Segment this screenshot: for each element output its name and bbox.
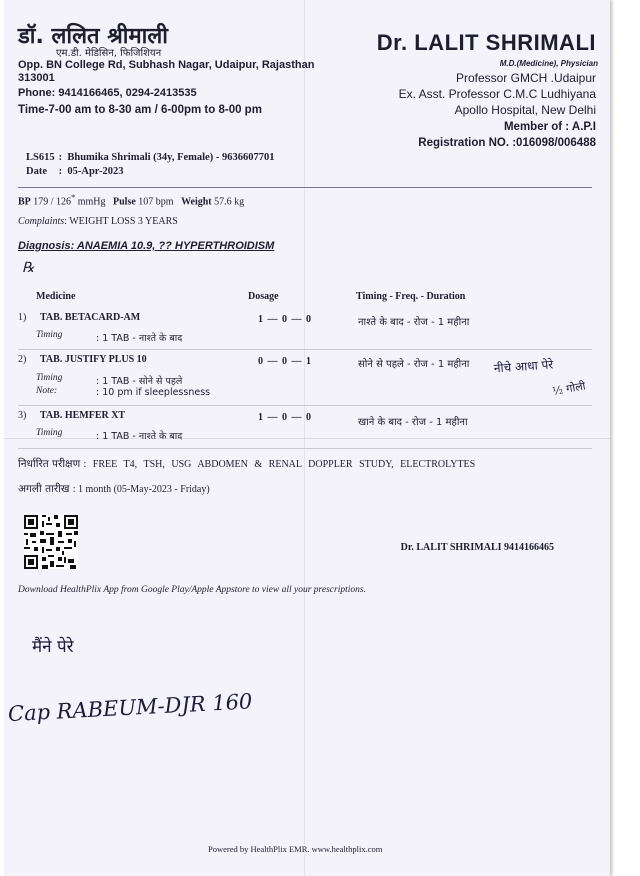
medicine-name: TAB. BETACARD-AM [40, 312, 141, 323]
weight-value: 57.6 kg [214, 196, 245, 208]
complaints-value: : WEIGHT LOSS 3 YEARS [64, 216, 178, 227]
vitals-line [18, 193, 244, 207]
pulse-value: 107 bpm [138, 196, 174, 208]
timing-label: Timing [36, 428, 63, 438]
handwritten-text: Cap RABEUM-DJR 160 [7, 689, 253, 727]
doctor-name: Dr. LALIT SHRIMALI [376, 30, 596, 55]
note-value: : 10 pm if sleeplessness [96, 387, 211, 398]
complaints-line [18, 216, 178, 227]
dosage: 1 — 0 — 0 [258, 412, 312, 423]
doctor-registration: Registration NO. :016098/006488 [418, 137, 596, 149]
diagnosis-value: : ANAEMIA 10.9, ?? HYPERTHROIDISM [70, 240, 275, 252]
header-dosage: Dosage [248, 291, 279, 302]
handwritten-note [4, 684, 294, 728]
prescription-paper [4, 0, 610, 876]
powered-by-footer: Powered by HealthPlix EMR. www.healthplix.com [208, 844, 383, 854]
handwritten-note [28, 626, 138, 666]
bp-unit: mmHg [77, 196, 106, 208]
bp-value: 179 / 126 [33, 196, 72, 208]
row-number: 1) [18, 312, 27, 323]
followup-line [18, 482, 210, 496]
divider [18, 187, 592, 188]
download-app-text: Download HealthPlix App from Google Play/Apple Appstore to view all your prescriptions. [18, 585, 366, 595]
row-number: 2) [18, 354, 27, 365]
followup-label: अगली तारीख [18, 483, 70, 495]
table-row [18, 410, 592, 446]
doctor-membership: Member of : A.P.I [503, 121, 596, 133]
timing-frequency: नाश्ते के बाद - रोज - 1 महीना [358, 317, 470, 328]
doctor-name-hindi: डॉ. ललित श्रीमाली [18, 24, 168, 49]
diagnosis-label: Diagnosis [18, 240, 71, 252]
divider [18, 448, 592, 449]
patient-id: LS615 [26, 152, 55, 163]
dosage: 1 — 0 — 0 [258, 314, 312, 325]
dosage: 0 — 0 — 1 [258, 356, 312, 367]
clinic-timing: Time-7-00 am to 8-30 am / 6-00pm to 8-00 pm [18, 104, 262, 116]
visit-date-line: Date : 05-Apr-2023 [26, 166, 124, 177]
followup-value: : 1 month (05-May-2023 - Friday) [72, 484, 210, 495]
complaints-label: Complaints [18, 216, 65, 227]
header-medicine: Medicine [36, 291, 76, 302]
clinic-address: Opp. BN College Rd, Subhash Nagar, Udaipur, Rajasthan 313001 [18, 59, 315, 84]
timing-frequency: खाने के बाद - रोज - 1 महीना [358, 417, 468, 428]
doctor-signature-line: Dr. LALIT SHRIMALI 9414166465 [400, 542, 554, 553]
handwritten-text: नीचे आधा पेरे [493, 357, 554, 376]
diagnosis-line [18, 240, 274, 252]
medicine-name: TAB. JUSTIFY PLUS 10 [40, 354, 147, 365]
table-row [18, 312, 592, 350]
tests-line [18, 457, 475, 471]
timing-label: Timing [36, 330, 63, 340]
bp-label: BP [18, 196, 31, 208]
qr-code-icon [24, 515, 78, 569]
handwritten-text: मैंने पेरे [32, 637, 74, 657]
header-timing: Timing - Freq. - Duration [356, 291, 466, 302]
clinic-phone: Phone: 9414166465, 0294-2413535 [18, 87, 197, 99]
timing-frequency: सोने से पहले - रोज - 1 महीना [358, 359, 470, 370]
timing-value: : 1 TAB - नाश्ते के बाद [96, 333, 183, 344]
patient-details: Bhumika Shrimali (34y, Female) - 9636607701 [67, 152, 275, 163]
handwritten-text: ½ गोली [551, 379, 587, 399]
doctor-degree: M.D.(Medicine), Physician [499, 59, 598, 68]
date-label: Date [26, 166, 47, 177]
doctor-position: Professor GMCH .Udaipur [455, 71, 596, 85]
timing-label: Timing [36, 373, 63, 383]
row-number: 3) [18, 410, 27, 421]
bp-mark: * [71, 193, 76, 202]
visit-date: 05-Apr-2023 [67, 166, 124, 177]
timing-value: : 1 TAB - सोने से पहले [96, 376, 183, 387]
weight-label: Weight [181, 196, 212, 208]
tests-value: : FREE T4, TSH, USG ABDOMEN & RENAL DOPPLER STUDY, ELECTROLYTES [83, 459, 476, 470]
tests-label: निर्धारित परीक्षण [18, 458, 81, 470]
doctor-position: Ex. Asst. Professor C.M.C Ludhiyana [398, 87, 596, 101]
pulse-label: Pulse [113, 196, 136, 208]
note-label: Note: [36, 386, 58, 396]
degree-hindi: एम.डी. मेडिसिन, फिजिशियन [56, 48, 162, 59]
rx-icon: ℞ [22, 261, 35, 276]
handwritten-note [490, 352, 602, 400]
doctor-position: Apollo Hospital, New Delhi [454, 103, 596, 117]
patient-info: LS615 : Bhumika Shrimali (34y, Female) - 9636607701 [26, 152, 275, 163]
medicine-name: TAB. HEMFER XT [40, 410, 126, 421]
timing-value: : 1 TAB - नाश्ते के बाद [96, 431, 183, 442]
